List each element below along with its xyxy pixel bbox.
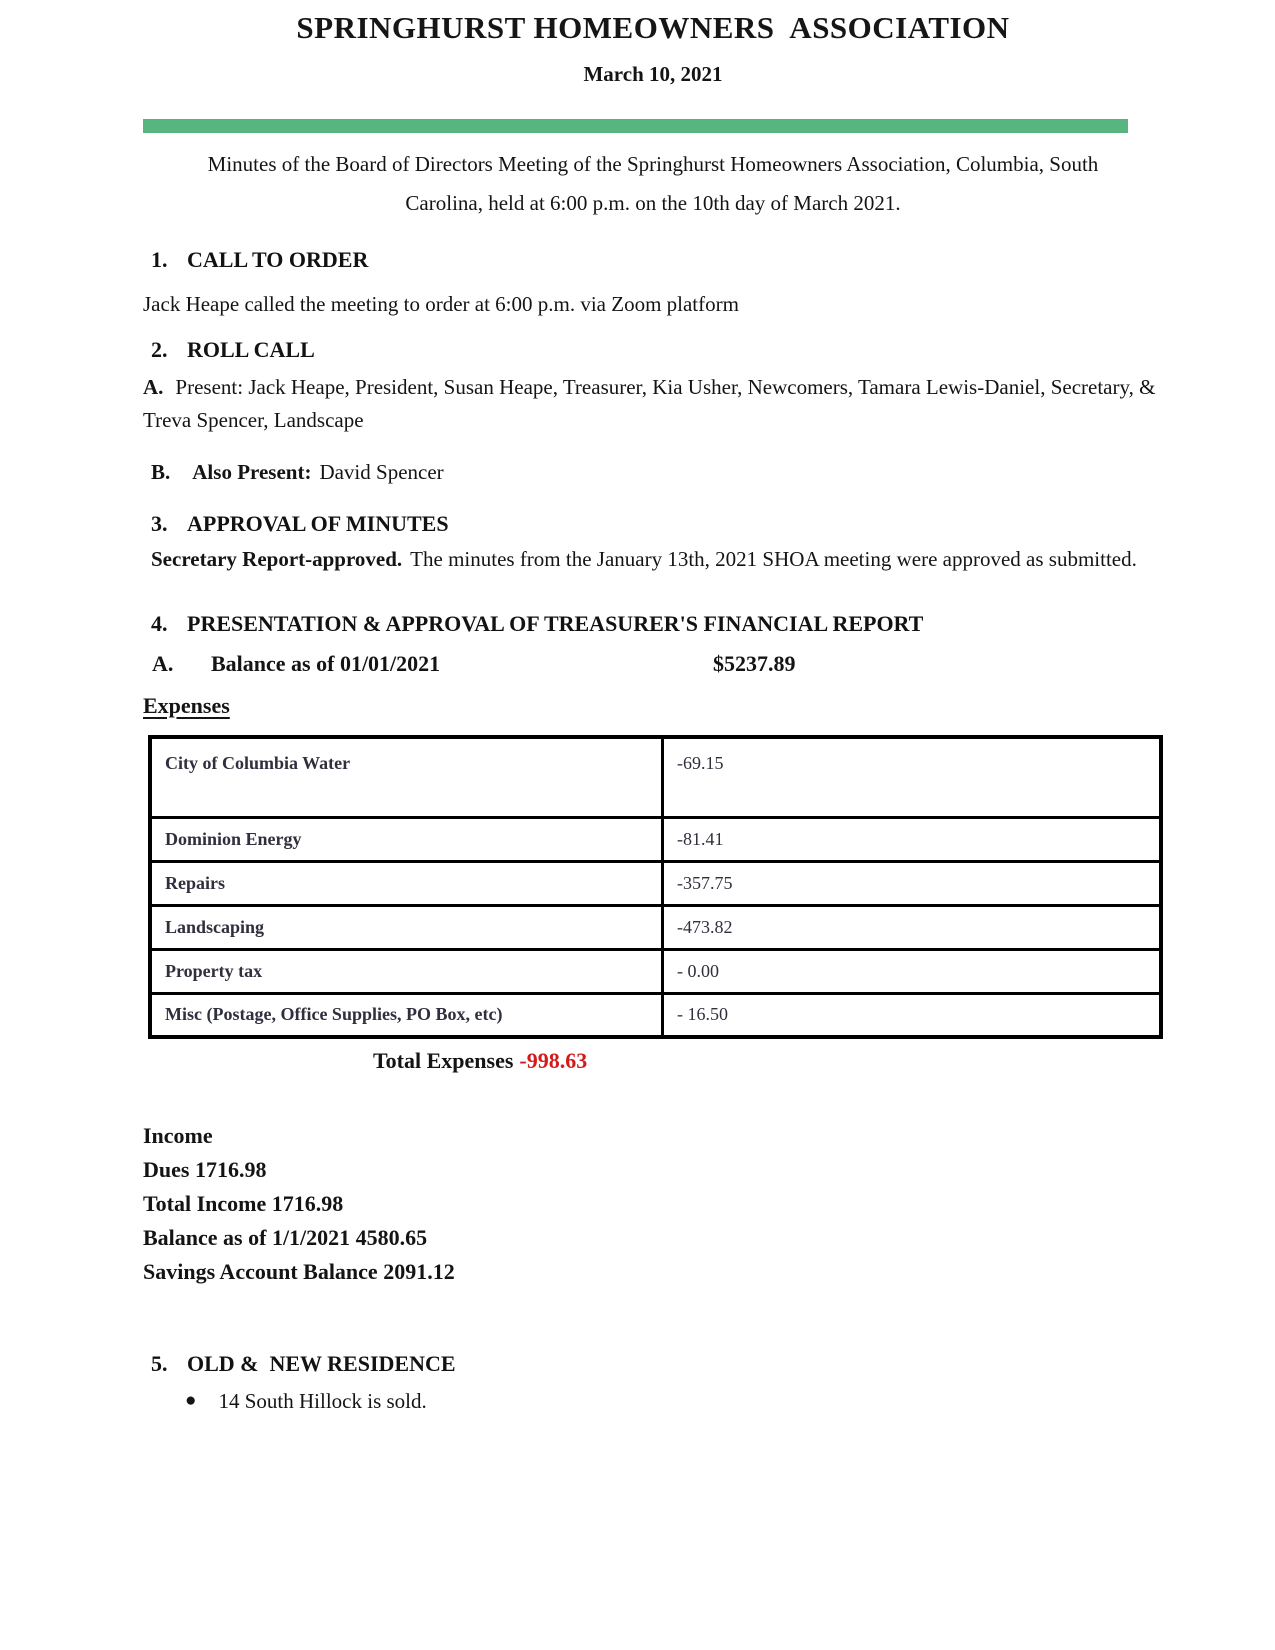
expense-value-cell: -81.41 [663,817,1162,861]
expense-value-cell: -357.75 [663,861,1162,905]
section-heading-treasurer-report [143,611,1163,637]
expense-label-cell: City of Columbia Water [150,737,663,817]
expense-label-cell: Property tax [150,949,663,993]
section-heading-approval-of-minutes [143,511,1163,537]
green-divider-bar [143,119,1128,133]
section-heading-label: CALL TO ORDER [187,247,369,272]
table-row [150,905,1161,949]
table-row [150,949,1161,993]
income-savings-line: Savings Account Balance 2091.12 [143,1259,455,1284]
income-block [143,1119,1163,1289]
call-to-order-body: Jack Heape called the meeting to order at 6:00 p.m. via Zoom platform [143,292,739,316]
expense-value-cell: - 16.50 [663,993,1162,1037]
roll-call-present [143,371,1163,437]
balance-row [143,651,1163,677]
expense-label-cell: Dominion Energy [150,817,663,861]
list-letter: A. [143,375,164,399]
page-title: SPRINGHURST HOMEOWNERS ASSOCIATION [296,10,1010,45]
list-letter: B. [151,460,171,484]
bullet-item-text: 14 South Hillock is sold. [218,1389,427,1413]
intro-paragraph: Minutes of the Board of Directors Meeting of the Springhurst Homeowners Association, Columbia, South Carolina, held at 6:00 p.m. on the 10th day of March 2021. [207,152,1099,215]
also-present-label: Also Present: [192,460,312,484]
section-number: 2. [151,337,168,362]
section-heading-roll-call [143,337,1163,363]
also-present-text: David Spencer [319,460,444,484]
balance-value: $5237.89 [713,651,796,676]
expenses-heading: Expenses [143,693,230,718]
approval-of-minutes-body [143,543,1163,575]
table-row [150,737,1161,817]
approval-body-text: The minutes from the January 13th, 2021 SHOA meeting were approved as submitted. [410,547,1137,571]
income-balance-line: Balance as of 1/1/2021 4580.65 [143,1225,428,1250]
total-expenses-line [373,1047,1163,1075]
section-heading-old-new-residence [143,1351,1163,1377]
bullet-icon: ● [185,1390,197,1411]
section-heading-label: PRESENTATION & APPROVAL OF TREASURER'S FINANCIAL REPORT [187,611,924,636]
expense-value-cell: -69.15 [663,737,1162,817]
section-heading-call-to-order [143,247,1163,273]
expense-value-cell: - 0.00 [663,949,1162,993]
expense-label-cell: Misc (Postage, Office Supplies, PO Box, etc) [150,993,663,1037]
expense-label-cell: Repairs [150,861,663,905]
table-row [150,993,1161,1037]
total-expenses-value: -998.63 [519,1048,588,1073]
balance-label: Balance as of 01/01/2021 [211,651,441,676]
section-number: 4. [151,611,168,636]
roll-call-also-present [143,459,1163,485]
expense-value-cell: -473.82 [663,905,1162,949]
income-heading: Income [143,1123,213,1148]
section-number: 3. [151,511,168,536]
total-expenses-label: Total Expenses [373,1048,514,1073]
income-dues-line: Dues 1716.98 [143,1157,267,1182]
table-row [150,817,1161,861]
section-heading-label: OLD & NEW RESIDENCE [187,1351,456,1376]
expense-label-cell: Landscaping [150,905,663,949]
section-number: 1. [151,247,168,272]
section-heading-label: APPROVAL OF MINUTES [187,511,449,536]
section-heading-label: ROLL CALL [187,337,315,362]
present-text: Present: Jack Heape, President, Susan Heape, Treasurer, Kia Usher, Newcomers, Tamara Lewis-Daniel, Secretary, & Treva Spencer, Landscape [143,375,1161,432]
section-number: 5. [151,1351,168,1376]
document-date: March 10, 2021 [583,62,723,86]
secretary-report-lead: Secretary Report-approved. [151,547,403,571]
table-row [150,861,1161,905]
expenses-table [148,735,1163,1039]
list-letter: A. [152,651,174,676]
list-item [143,1387,1163,1415]
income-total-line: Total Income 1716.98 [143,1191,344,1216]
